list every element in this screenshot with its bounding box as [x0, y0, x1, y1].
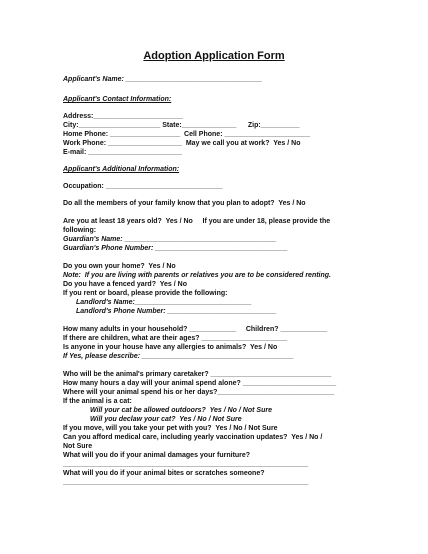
- contact-info-heading: Applicant's Contact Information:: [63, 96, 172, 103]
- guardian-phone-field[interactable]: Guardian's Phone Number: __________________________________: [63, 245, 288, 252]
- children-ages-field[interactable]: If there are children, what are their ages? ______________________: [63, 335, 288, 342]
- household-count-field[interactable]: How many adults in your household? ____________ Children? ____________: [63, 326, 328, 333]
- bites-answer-line[interactable]: _______________________________________________________________: [63, 479, 309, 486]
- applicant-name-field[interactable]: Applicant's Name: ___________________________________: [63, 76, 262, 83]
- allergies-question[interactable]: Is anyone in your house have any allergies to animals? Yes / No: [63, 344, 278, 351]
- declaw-question[interactable]: Will you declaw your cat? Yes / No / Not Sure: [90, 416, 242, 423]
- additional-info-heading: Applicant's Additional Information:: [63, 166, 180, 173]
- furniture-damage-question: What will you do if your animal damages your furniture?: [63, 452, 251, 459]
- hours-alone-field[interactable]: How many hours a day will your animal spend alone? ________________________: [63, 380, 337, 387]
- landlord-phone-field[interactable]: Landlord's Phone Number: ____________________________: [76, 308, 277, 315]
- family-know-question[interactable]: Do all the members of your family know that you plan to adopt? Yes / No: [63, 200, 306, 207]
- landlord-name-field[interactable]: Landlord's Name:______________________________: [76, 299, 252, 306]
- caretaker-field[interactable]: Who will be the animal's primary caretaker? _______________________________: [63, 371, 332, 378]
- age-question-cont: following:: [63, 227, 97, 234]
- rent-board-instruction: If you rent or board, please provide the following:: [63, 290, 228, 297]
- work-phone-field[interactable]: Work Phone: ___________________ May we call you at work? Yes / No: [63, 140, 301, 147]
- allergies-describe-field[interactable]: If Yes, please describe: _______________________________________: [63, 353, 294, 360]
- medical-care-question-cont[interactable]: Not Sure: [63, 443, 93, 450]
- age-question[interactable]: Are you at least 18 years old? Yes / No If you are under 18, please provide the: [63, 218, 331, 225]
- fenced-yard-question[interactable]: Do you have a fenced yard? Yes / No: [63, 281, 187, 288]
- furniture-damage-answer-line[interactable]: _______________________________________________________________: [63, 461, 309, 468]
- home-cell-phone-field[interactable]: Home Phone: __________________ Cell Phone: ______________________: [63, 131, 311, 138]
- bites-question: What will you do if your animal bites or scratches someone?: [63, 470, 265, 477]
- email-field[interactable]: E-mail: ________________________: [63, 149, 182, 156]
- own-home-question[interactable]: Do you own your home? Yes / No: [63, 263, 176, 270]
- cat-section-label: If the animal is a cat:: [63, 398, 132, 405]
- medical-care-question[interactable]: Can you afford medical care, including yearly vaccination updates? Yes / No /: [63, 434, 323, 441]
- address-field[interactable]: Address:_______________________: [63, 113, 183, 120]
- guardian-name-field[interactable]: Guardian's Name: _______________________________________: [63, 236, 277, 243]
- cat-outdoors-question[interactable]: Will your cat be allowed outdoors? Yes / No / Not Sure: [90, 407, 272, 414]
- city-state-zip-field[interactable]: City:_____________________ State:______________ Zip:__________: [63, 122, 300, 129]
- renting-note: Note: If you are living with parents or relatives you are to be considered renting.: [63, 272, 332, 279]
- spend-days-field[interactable]: Where will your animal spend his or her days?______________________________: [63, 389, 335, 396]
- move-question[interactable]: If you move, will you take your pet with you? Yes / No / Not Sure: [63, 425, 278, 432]
- form-title: Adoption Application Form: [143, 50, 285, 62]
- occupation-field[interactable]: Occupation: ______________________________: [63, 183, 223, 190]
